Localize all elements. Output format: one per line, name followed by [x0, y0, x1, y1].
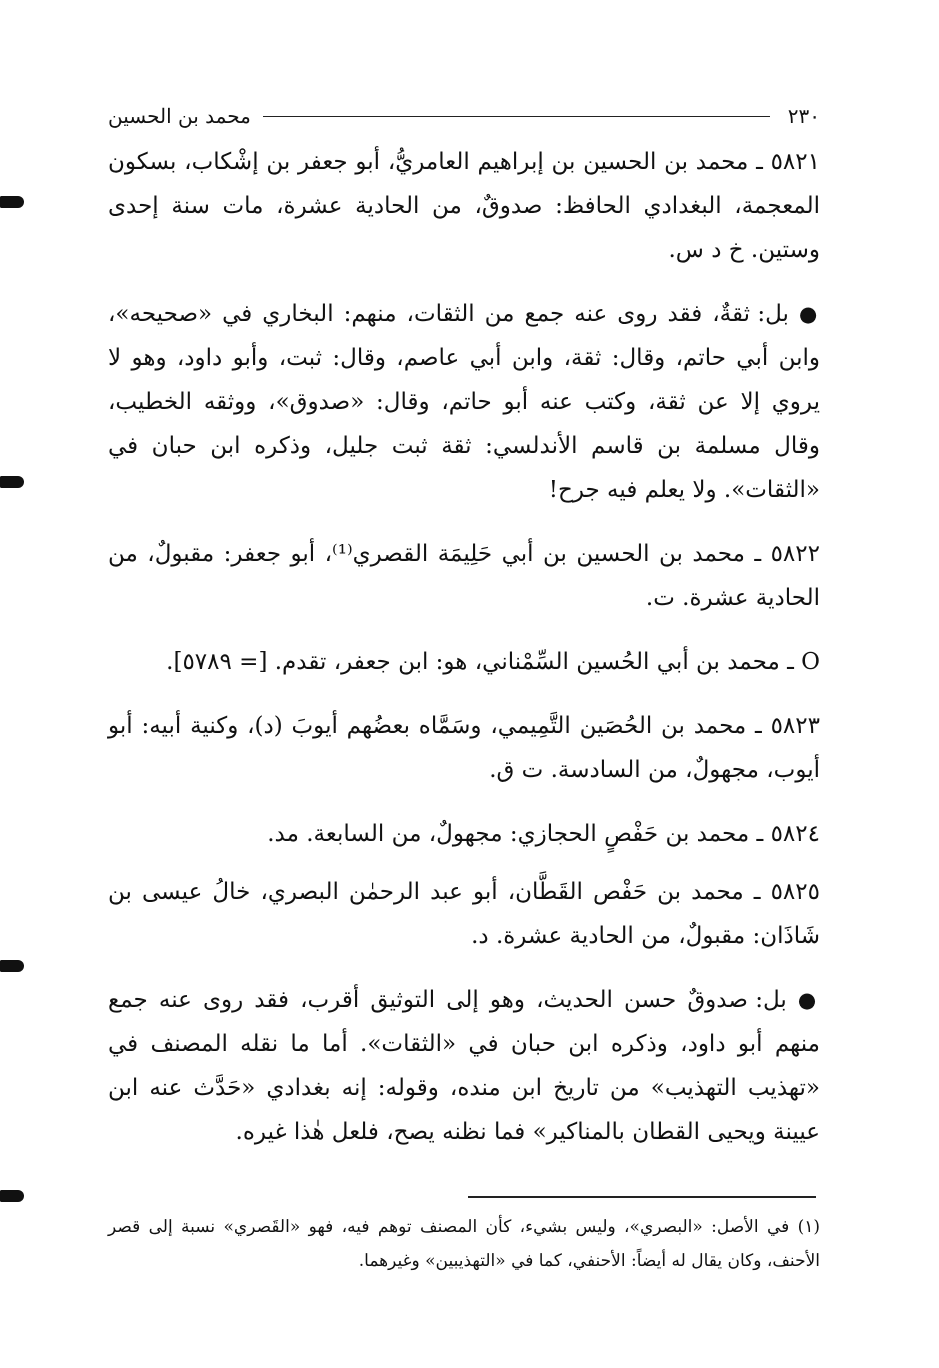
- entry-5821: [108, 140, 820, 272]
- running-title: محمد بن الحسين: [108, 104, 251, 128]
- entry-text: ٥٨٢٤ ـ محمد بن حَفْصٍ الحجازي: مجهولٌ، من السابعة. مد.: [267, 821, 820, 847]
- footnote-rule: [468, 1196, 816, 1198]
- entry-5825: [108, 870, 820, 958]
- commentary-5825: [108, 978, 820, 1154]
- bullet-icon: ●: [798, 302, 820, 326]
- header-rule: [263, 116, 770, 117]
- commentary-text: بل: صدوقٌ حسن الحديث، وهو إلى التوثيق أقرب، فقد روى عنه جمع منهم أبو داود، وذكره ابن حبان في «الثقات». أما ما نقله المصنف في «تهذيب التهذيب» من تاريخ ابن منده، وقوله: إنه بغدادي «حَدَّث عنه ابن عيينة ويحيى القطان بالمناكير» فما نظنه يصح، فلعل هٰذا غيره.: [108, 987, 820, 1145]
- entry-text: ٥٨٢٥ ـ محمد بن حَفْص القَطَّان، أبو عبد الرحمٰن البصري، خالُ عيسى بن شَاذَان: مقبولٌ، من الحادية عشرة. د.: [108, 879, 820, 949]
- entry-text: ٥٨٢١ ـ محمد بن الحسين بن إبراهيم العامريُّ، أبو جعفر بن إشْكاب، بسكون المعجمة، البغدادي الحافظ: صدوقٌ، من الحادية عشرة، مات سنة إحدى وستين. خ د س.: [108, 149, 820, 263]
- entry-5824: [108, 812, 820, 856]
- commentary-5821: [108, 292, 820, 512]
- bullet-icon: ●: [797, 988, 821, 1012]
- commentary-text: بل: ثقةٌ، فقد روى عنه جمع من الثقات، منهم: البخاري في «صحيحه»، وابن أبي حاتم، وقال: ثقة، وابن أبي عاصم، وقال: ثبت، وأبو داود، وهو لا يروي إلا عن ثقة، وكتب عنه أبو حاتم، وقال: «صدوق»، ووثقه الخطيب، وقال مسلمة بن قاسم الأندلسي: ثقة ثبت جليل، وذكره ابن حبان في «الثقات». ولا يعلم فيه جرح!: [108, 301, 820, 503]
- entry-5822: [108, 532, 820, 620]
- main-text: [108, 140, 820, 1174]
- entry-text: ٥٨٢٣ ـ محمد بن الحُصَين التَّمِيمي، وسَمَّاه بعضُهم أيوبَ (د)، وكنية أبيه: أبو أيوب، مجهولٌ، من السادسة. ت ق.: [108, 713, 820, 783]
- ink-mark-icon: [0, 196, 24, 208]
- ink-mark-icon: [0, 1190, 24, 1202]
- footnote: (١) في الأصل: «البصري»، وليس بشيء، كأن المصنف توهم فيه، فهو «القَصري» نسبة إلى قصر الأحنف، وكان يقال له أيضاً: الأحنفي، كما في «التهذيبين» وغيرهما.: [108, 1217, 820, 1271]
- cross-reference-entry: [108, 640, 820, 684]
- running-header: [108, 96, 820, 136]
- ink-mark-icon: [0, 960, 24, 972]
- entry-5823: [108, 704, 820, 792]
- ink-mark-icon: [0, 476, 24, 488]
- page-number: ٢٣٠: [787, 104, 820, 128]
- circle-icon: O: [801, 649, 820, 675]
- entry-text: ـ محمد بن أبي الحُسين السِّمْناني، هو: ابن جعفر، تقدم. [= ٥٧٨٩].: [166, 649, 794, 675]
- entry-text: ٥٨٢٢ ـ محمد بن الحسين بن أبي حَلِيمَة القصري⁽¹⁾، أبو جعفر: مقبولٌ، من الحادية عشرة. ت.: [108, 541, 820, 611]
